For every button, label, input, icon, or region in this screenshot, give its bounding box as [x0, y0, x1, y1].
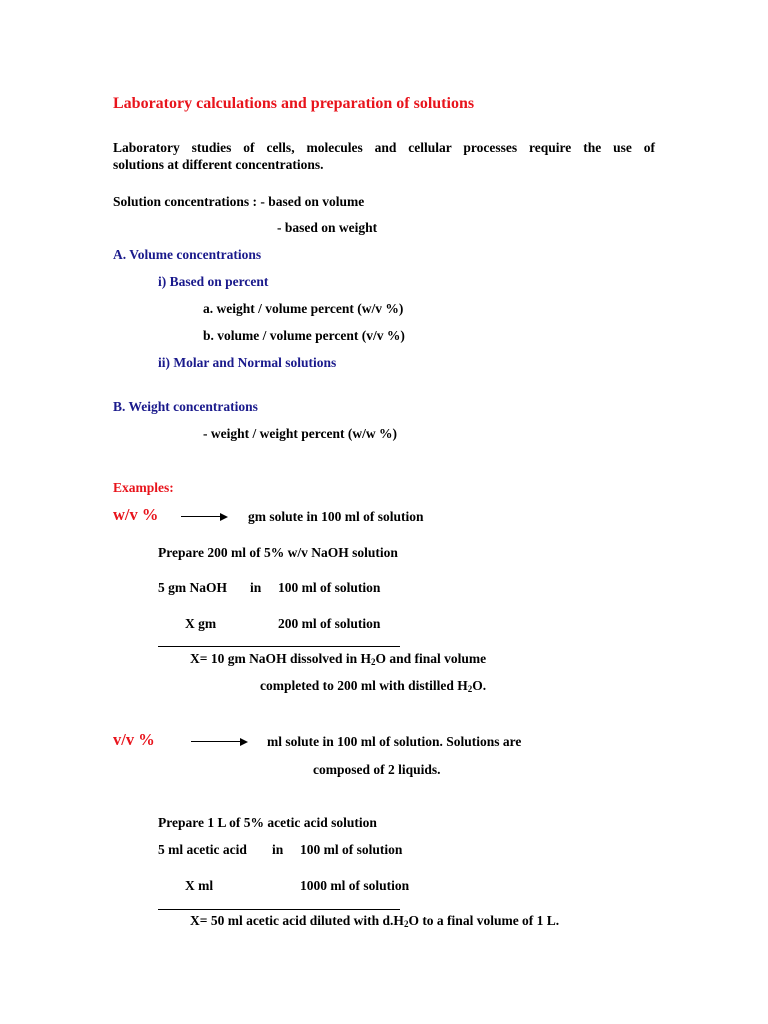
wv-row1-mid: in: [250, 580, 262, 595]
section-a-sub-2: ii) Molar and Normal solutions: [158, 355, 337, 370]
vv-prepare: Prepare 1 L of 5% acetic acid solution: [158, 815, 377, 830]
vv-arrow-icon: [191, 741, 246, 742]
intro-line-2: solutions at different concentrations.: [113, 157, 324, 172]
wv-prepare: Prepare 200 ml of 5% w/v NaOH solution: [158, 545, 398, 560]
vv-row1-left: 5 ml acetic acid: [158, 842, 247, 857]
vv-row2-left: X ml: [185, 878, 214, 893]
vv-label: v/v %: [113, 730, 155, 749]
section-a-item-b: b. volume / volume percent (v/v %): [203, 328, 405, 343]
wv-row2-left: X gm: [185, 616, 217, 631]
vv-definition-2: composed of 2 liquids.: [313, 762, 441, 777]
concentrations-line-2: - based on weight: [277, 220, 378, 235]
section-a-sub-1: i) Based on percent: [158, 274, 269, 289]
vv-divider: [158, 909, 400, 910]
wv-row1-right: 100 ml of solution: [278, 580, 381, 595]
intro-line-1: Laboratory studies of cells, molecules and cellular processes require the use of: [113, 140, 655, 155]
section-a-item-a: a. weight / volume percent (w/v %): [203, 301, 404, 316]
section-b-item: - weight / weight percent (w/w %): [203, 426, 397, 441]
vv-row1-mid: in: [272, 842, 284, 857]
wv-result-line-2: completed to 200 ml with distilled $H_2O$.: [260, 678, 487, 694]
vv-definition-1: ml solute in 100 ml of solution. Solutions are: [267, 734, 522, 749]
wv-row2-right: 200 ml of solution: [278, 616, 381, 631]
wv-definition: gm solute in 100 ml of solution: [248, 509, 424, 524]
wv-label: w/v %: [113, 505, 159, 524]
vv-row1-right: 100 ml of solution: [300, 842, 403, 857]
wv-row1-left: 5 gm NaOH: [158, 580, 227, 595]
section-b-heading: B. Weight concentrations: [113, 399, 258, 414]
concentrations-line-1: Solution concentrations : - based on volume: [113, 194, 365, 209]
vv-row2-right: 1000 ml of solution: [300, 878, 410, 893]
vv-result-line: X= 50 ml acetic acid diluted with $d.H_2O$ to a final volume of 1 L.: [190, 913, 560, 929]
wv-result-line-1: X= 10 gm NaOH dissolved in $H_2O$ and final volume: [190, 651, 487, 667]
wv-divider: [158, 646, 400, 647]
wv-arrow-icon: [181, 516, 226, 517]
page-title: Laboratory calculations and preparation of solutions: [113, 95, 475, 112]
examples-label: Examples:: [113, 480, 174, 495]
section-a-heading: A. Volume concentrations: [113, 247, 262, 262]
